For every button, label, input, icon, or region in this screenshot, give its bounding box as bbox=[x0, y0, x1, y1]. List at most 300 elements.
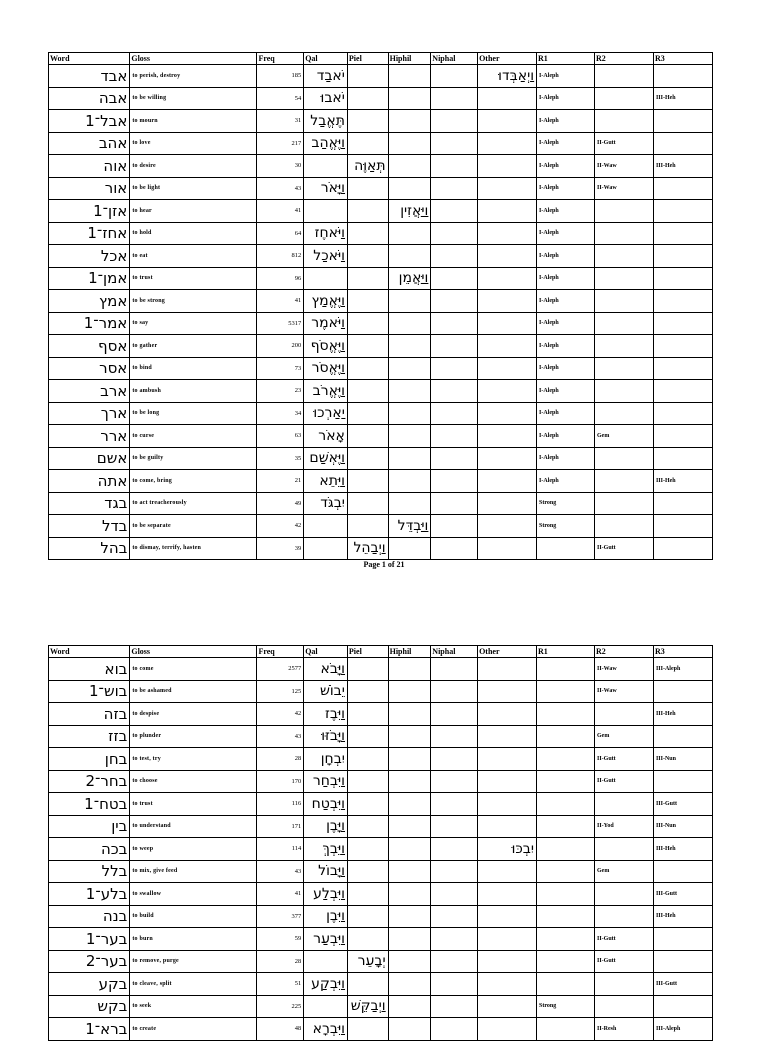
gloss-cell: to hear bbox=[130, 200, 257, 223]
other-cell bbox=[478, 245, 537, 268]
gloss-cell: to seek bbox=[130, 995, 257, 1018]
table-row bbox=[49, 703, 713, 726]
gloss-cell: to trust bbox=[130, 267, 257, 290]
qal-cell: וַיָּבֹזּוּ bbox=[304, 725, 348, 748]
r3-cell bbox=[653, 65, 712, 88]
qal-cell: וַיִּבְחַר bbox=[304, 770, 348, 793]
r1-cell bbox=[537, 770, 595, 793]
other-cell bbox=[478, 87, 537, 110]
other-cell bbox=[478, 703, 537, 726]
hiphil-cell bbox=[388, 950, 431, 973]
hiphil-cell bbox=[388, 860, 431, 883]
piel-cell bbox=[347, 515, 388, 538]
r1-cell: I-Aleph bbox=[537, 335, 595, 358]
other-cell: יִבְכּוּ bbox=[478, 838, 537, 861]
other-cell bbox=[478, 950, 537, 973]
qal-cell: וַיֹּאכַל bbox=[304, 245, 348, 268]
gloss-cell: to be long bbox=[130, 402, 257, 425]
other-cell bbox=[478, 658, 537, 681]
column-header-niphal: Niphal bbox=[431, 646, 478, 658]
table-row bbox=[49, 335, 713, 358]
word-cell: בכה bbox=[49, 838, 130, 861]
word-cell: אכל bbox=[49, 245, 130, 268]
niphal-cell bbox=[431, 87, 478, 110]
r1-cell: I-Aleph bbox=[537, 87, 595, 110]
table-row bbox=[49, 815, 713, 838]
niphal-cell bbox=[431, 928, 478, 951]
r2-cell bbox=[594, 905, 653, 928]
r2-cell bbox=[594, 200, 653, 223]
piel-cell bbox=[347, 222, 388, 245]
niphal-cell bbox=[431, 815, 478, 838]
gloss-cell: to remove, purge bbox=[130, 950, 257, 973]
gloss-cell: to come, bring bbox=[130, 470, 257, 493]
gloss-cell: to curse bbox=[130, 425, 257, 448]
table-row bbox=[49, 793, 713, 816]
r1-cell: I-Aleph bbox=[537, 402, 595, 425]
table-row bbox=[49, 680, 713, 703]
freq-cell: 41 bbox=[257, 883, 304, 906]
niphal-cell bbox=[431, 402, 478, 425]
freq-cell: 30 bbox=[257, 155, 304, 178]
r2-cell bbox=[594, 245, 653, 268]
word-cell: ארך bbox=[49, 402, 130, 425]
table-row bbox=[49, 658, 713, 681]
other-cell bbox=[478, 905, 537, 928]
r2-cell bbox=[594, 87, 653, 110]
r3-cell: III-Aleph bbox=[653, 1018, 712, 1041]
other-cell bbox=[478, 973, 537, 996]
table-row bbox=[49, 470, 713, 493]
piel-cell bbox=[347, 267, 388, 290]
gloss-cell: to come bbox=[130, 658, 257, 681]
word-cell: בין bbox=[49, 815, 130, 838]
hiphil-cell bbox=[388, 537, 431, 560]
r1-cell: I-Aleph bbox=[537, 245, 595, 268]
gloss-cell: to burn bbox=[130, 928, 257, 951]
word-cell: ארב bbox=[49, 380, 130, 403]
column-header-freq: Freq bbox=[257, 646, 304, 658]
qal-cell: תֶּאֱבַל bbox=[304, 110, 348, 133]
qal-cell: אָאֹר bbox=[304, 425, 348, 448]
qal-cell: וַיֹּאחֶז bbox=[304, 222, 348, 245]
other-cell bbox=[478, 537, 537, 560]
r1-cell: Strong bbox=[537, 515, 595, 538]
r1-cell: I-Aleph bbox=[537, 222, 595, 245]
freq-cell: 21 bbox=[257, 470, 304, 493]
r3-cell: III-Gutt bbox=[653, 973, 712, 996]
freq-cell: 42 bbox=[257, 515, 304, 538]
word-cell: אשם bbox=[49, 447, 130, 470]
table-row bbox=[49, 87, 713, 110]
niphal-cell bbox=[431, 703, 478, 726]
piel-cell bbox=[347, 312, 388, 335]
qal-cell: וַיֵּתֵא bbox=[304, 470, 348, 493]
table-row bbox=[49, 65, 713, 88]
qal-cell: וַיֹּאמֶר bbox=[304, 312, 348, 335]
word-cell: ברא־1 bbox=[49, 1018, 130, 1041]
r2-cell bbox=[594, 290, 653, 313]
hiphil-cell bbox=[388, 290, 431, 313]
niphal-cell bbox=[431, 905, 478, 928]
freq-cell: 43 bbox=[257, 860, 304, 883]
page-number-label: Page 1 of 21 bbox=[363, 560, 405, 569]
gloss-cell: to test, try bbox=[130, 748, 257, 771]
r2-cell: II-Resh bbox=[594, 1018, 653, 1041]
r1-cell: I-Aleph bbox=[537, 380, 595, 403]
qal-cell: וַיֶּאֱסֹף bbox=[304, 335, 348, 358]
gloss-cell: to ambush bbox=[130, 380, 257, 403]
gloss-cell: to act treacherously bbox=[130, 492, 257, 515]
word-cell: בחר־2 bbox=[49, 770, 130, 793]
niphal-cell bbox=[431, 335, 478, 358]
r3-cell bbox=[653, 860, 712, 883]
freq-cell: 171 bbox=[257, 815, 304, 838]
hiphil-cell bbox=[388, 380, 431, 403]
r1-cell: I-Aleph bbox=[537, 110, 595, 133]
freq-cell: 35 bbox=[257, 447, 304, 470]
r3-cell bbox=[653, 425, 712, 448]
r3-cell bbox=[653, 402, 712, 425]
table-row bbox=[49, 883, 713, 906]
piel-cell bbox=[347, 177, 388, 200]
niphal-cell bbox=[431, 995, 478, 1018]
freq-cell: 64 bbox=[257, 222, 304, 245]
word-cell: אמץ bbox=[49, 290, 130, 313]
r2-cell bbox=[594, 838, 653, 861]
table-row bbox=[49, 132, 713, 155]
word-cell: אוה bbox=[49, 155, 130, 178]
word-cell: בהל bbox=[49, 537, 130, 560]
r1-cell bbox=[537, 950, 595, 973]
other-cell: וַיְאַבְּדוּ bbox=[478, 65, 537, 88]
qal-cell: וַיִּבְקַע bbox=[304, 973, 348, 996]
hiphil-cell bbox=[388, 815, 431, 838]
word-cell: בחן bbox=[49, 748, 130, 771]
r1-cell: Strong bbox=[537, 492, 595, 515]
r2-cell: II-Gutt bbox=[594, 928, 653, 951]
r2-cell: II-Waw bbox=[594, 680, 653, 703]
other-cell bbox=[478, 748, 537, 771]
other-cell bbox=[478, 470, 537, 493]
r2-cell bbox=[594, 515, 653, 538]
freq-cell: 185 bbox=[257, 65, 304, 88]
piel-cell bbox=[347, 380, 388, 403]
gloss-cell: to be ashamed bbox=[130, 680, 257, 703]
niphal-cell bbox=[431, 312, 478, 335]
column-header-piel: Piel bbox=[347, 646, 388, 658]
niphal-cell bbox=[431, 1018, 478, 1041]
piel-cell bbox=[347, 838, 388, 861]
verb-table-page-2 bbox=[48, 645, 713, 1041]
niphal-cell bbox=[431, 492, 478, 515]
niphal-cell bbox=[431, 793, 478, 816]
niphal-cell bbox=[431, 515, 478, 538]
r1-cell: I-Aleph bbox=[537, 470, 595, 493]
piel-cell bbox=[347, 200, 388, 223]
niphal-cell bbox=[431, 770, 478, 793]
piel-cell bbox=[347, 703, 388, 726]
r2-cell bbox=[594, 973, 653, 996]
qal-cell: וַיֶּאֱמַץ bbox=[304, 290, 348, 313]
r2-cell bbox=[594, 793, 653, 816]
r2-cell: II-Gutt bbox=[594, 537, 653, 560]
table-row bbox=[49, 110, 713, 133]
r1-cell bbox=[537, 748, 595, 771]
r1-cell bbox=[537, 973, 595, 996]
other-cell bbox=[478, 1018, 537, 1041]
hiphil-cell bbox=[388, 425, 431, 448]
hiphil-cell: וַיַּאֲזִין bbox=[388, 200, 431, 223]
freq-cell: 39 bbox=[257, 537, 304, 560]
r3-cell: III-Heh bbox=[653, 838, 712, 861]
other-cell bbox=[478, 267, 537, 290]
r1-cell bbox=[537, 793, 595, 816]
piel-cell bbox=[347, 770, 388, 793]
table-row bbox=[49, 425, 713, 448]
word-cell: אמר־1 bbox=[49, 312, 130, 335]
r3-cell bbox=[653, 995, 712, 1018]
niphal-cell bbox=[431, 65, 478, 88]
table-row bbox=[49, 290, 713, 313]
r2-cell bbox=[594, 447, 653, 470]
r2-cell bbox=[594, 267, 653, 290]
r1-cell bbox=[537, 883, 595, 906]
table-row bbox=[49, 995, 713, 1018]
gloss-cell: to choose bbox=[130, 770, 257, 793]
hiphil-cell bbox=[388, 335, 431, 358]
freq-cell: 42 bbox=[257, 703, 304, 726]
other-cell bbox=[478, 380, 537, 403]
r1-cell: I-Aleph bbox=[537, 65, 595, 88]
other-cell bbox=[478, 177, 537, 200]
r1-cell: I-Aleph bbox=[537, 155, 595, 178]
piel-cell bbox=[347, 87, 388, 110]
gloss-cell: to weep bbox=[130, 838, 257, 861]
niphal-cell bbox=[431, 883, 478, 906]
gloss-cell: to be strong bbox=[130, 290, 257, 313]
gloss-cell: to eat bbox=[130, 245, 257, 268]
column-header-other: Other bbox=[478, 646, 537, 658]
piel-cell bbox=[347, 905, 388, 928]
piel-cell bbox=[347, 425, 388, 448]
table-row bbox=[49, 312, 713, 335]
r2-cell: II-Yod bbox=[594, 815, 653, 838]
piel-cell: יְבָעֵר bbox=[347, 950, 388, 973]
freq-cell: 116 bbox=[257, 793, 304, 816]
column-header-hiphil: Hiphil bbox=[388, 646, 431, 658]
column-header-hiphil: Hiphil bbox=[388, 53, 431, 65]
column-header-qal: Qal bbox=[304, 646, 348, 658]
gloss-cell: to say bbox=[130, 312, 257, 335]
r2-cell: II-Waw bbox=[594, 177, 653, 200]
niphal-cell bbox=[431, 425, 478, 448]
column-header-r1: R1 bbox=[537, 53, 595, 65]
table-row bbox=[49, 357, 713, 380]
table-row bbox=[49, 860, 713, 883]
word-cell: בוש־1 bbox=[49, 680, 130, 703]
niphal-cell bbox=[431, 267, 478, 290]
hiphil-cell bbox=[388, 402, 431, 425]
piel-cell bbox=[347, 973, 388, 996]
r2-cell bbox=[594, 380, 653, 403]
r1-cell: I-Aleph bbox=[537, 200, 595, 223]
column-header-r1: R1 bbox=[537, 646, 595, 658]
column-header-gloss: Gloss bbox=[130, 646, 257, 658]
gloss-cell: to desire bbox=[130, 155, 257, 178]
r1-cell bbox=[537, 860, 595, 883]
niphal-cell bbox=[431, 973, 478, 996]
table-row bbox=[49, 200, 713, 223]
r3-cell bbox=[653, 267, 712, 290]
table-row bbox=[49, 770, 713, 793]
r2-cell: Gem bbox=[594, 725, 653, 748]
other-cell bbox=[478, 312, 537, 335]
hiphil-cell bbox=[388, 928, 431, 951]
niphal-cell bbox=[431, 748, 478, 771]
hiphil-cell bbox=[388, 132, 431, 155]
qal-cell bbox=[304, 200, 348, 223]
r1-cell: I-Aleph bbox=[537, 312, 595, 335]
freq-cell: 34 bbox=[257, 402, 304, 425]
gloss-cell: to be separate bbox=[130, 515, 257, 538]
word-cell: אבל־1 bbox=[49, 110, 130, 133]
gloss-cell: to build bbox=[130, 905, 257, 928]
niphal-cell bbox=[431, 290, 478, 313]
freq-cell: 51 bbox=[257, 973, 304, 996]
freq-cell: 41 bbox=[257, 200, 304, 223]
other-cell bbox=[478, 680, 537, 703]
r1-cell bbox=[537, 928, 595, 951]
r3-cell: III-Gutt bbox=[653, 793, 712, 816]
r2-cell: II-Gutt bbox=[594, 748, 653, 771]
r3-cell bbox=[653, 950, 712, 973]
column-header-r3: R3 bbox=[653, 53, 712, 65]
gloss-cell: to bind bbox=[130, 357, 257, 380]
column-header-piel: Piel bbox=[347, 53, 388, 65]
gloss-cell: to be light bbox=[130, 177, 257, 200]
r3-cell bbox=[653, 537, 712, 560]
column-header-freq: Freq bbox=[257, 53, 304, 65]
r2-cell: II-Gutt bbox=[594, 132, 653, 155]
word-cell: בקע bbox=[49, 973, 130, 996]
hiphil-cell bbox=[388, 703, 431, 726]
hiphil-cell bbox=[388, 155, 431, 178]
r1-cell bbox=[537, 838, 595, 861]
freq-cell: 5317 bbox=[257, 312, 304, 335]
piel-cell: תְּאַוֶּה bbox=[347, 155, 388, 178]
freq-cell: 125 bbox=[257, 680, 304, 703]
piel-cell: וַיְבַקֵּשׁ bbox=[347, 995, 388, 1018]
piel-cell bbox=[347, 815, 388, 838]
word-cell: בוא bbox=[49, 658, 130, 681]
other-cell bbox=[478, 222, 537, 245]
hiphil-cell bbox=[388, 793, 431, 816]
freq-cell: 48 bbox=[257, 1018, 304, 1041]
word-cell: אור bbox=[49, 177, 130, 200]
other-cell bbox=[478, 425, 537, 448]
other-cell bbox=[478, 110, 537, 133]
freq-cell: 28 bbox=[257, 950, 304, 973]
r1-cell bbox=[537, 680, 595, 703]
header-row bbox=[49, 53, 713, 65]
qal-cell: וַיָּאֹר bbox=[304, 177, 348, 200]
gloss-cell: to mourn bbox=[130, 110, 257, 133]
other-cell bbox=[478, 815, 537, 838]
hiphil-cell bbox=[388, 447, 431, 470]
column-header-r2: R2 bbox=[594, 646, 653, 658]
table-row bbox=[49, 492, 713, 515]
qal-cell: וַיִּבְטַח bbox=[304, 793, 348, 816]
r2-cell: Gem bbox=[594, 425, 653, 448]
gloss-cell: to despise bbox=[130, 703, 257, 726]
r2-cell: II-Waw bbox=[594, 658, 653, 681]
hiphil-cell: וַיַּבְדֵּל bbox=[388, 515, 431, 538]
niphal-cell bbox=[431, 155, 478, 178]
r2-cell bbox=[594, 995, 653, 1018]
other-cell bbox=[478, 793, 537, 816]
r3-cell bbox=[653, 245, 712, 268]
piel-cell bbox=[347, 928, 388, 951]
gloss-cell: to plunder bbox=[130, 725, 257, 748]
word-cell: בלל bbox=[49, 860, 130, 883]
freq-cell: 2577 bbox=[257, 658, 304, 681]
piel-cell bbox=[347, 883, 388, 906]
column-header-qal: Qal bbox=[304, 53, 348, 65]
r3-cell bbox=[653, 222, 712, 245]
r3-cell: III-Heh bbox=[653, 470, 712, 493]
word-cell: אבד bbox=[49, 65, 130, 88]
hiphil-cell bbox=[388, 725, 431, 748]
freq-cell: 170 bbox=[257, 770, 304, 793]
niphal-cell bbox=[431, 200, 478, 223]
hiphil-cell bbox=[388, 222, 431, 245]
r2-cell bbox=[594, 110, 653, 133]
r2-cell: II-Waw bbox=[594, 155, 653, 178]
hiphil-cell bbox=[388, 658, 431, 681]
r2-cell bbox=[594, 357, 653, 380]
hiphil-cell bbox=[388, 245, 431, 268]
table-row bbox=[49, 950, 713, 973]
r3-cell bbox=[653, 447, 712, 470]
piel-cell bbox=[347, 793, 388, 816]
gloss-cell: to dismay, terrify, hasten bbox=[130, 537, 257, 560]
piel-cell bbox=[347, 65, 388, 88]
niphal-cell bbox=[431, 537, 478, 560]
table-row bbox=[49, 267, 713, 290]
word-cell: אמן־1 bbox=[49, 267, 130, 290]
qal-cell: וַיָּבֶן bbox=[304, 815, 348, 838]
word-cell: אזן־1 bbox=[49, 200, 130, 223]
qal-cell: וַיֵּבְךְּ bbox=[304, 838, 348, 861]
freq-cell: 54 bbox=[257, 87, 304, 110]
hiphil-cell bbox=[388, 748, 431, 771]
niphal-cell bbox=[431, 357, 478, 380]
r3-cell: III-Aleph bbox=[653, 658, 712, 681]
r3-cell: III-Heh bbox=[653, 703, 712, 726]
gloss-cell: to hold bbox=[130, 222, 257, 245]
qal-cell bbox=[304, 155, 348, 178]
niphal-cell bbox=[431, 447, 478, 470]
qal-cell: וַיִּבֶז bbox=[304, 703, 348, 726]
word-cell: בער־2 bbox=[49, 950, 130, 973]
r3-cell bbox=[653, 290, 712, 313]
table-row bbox=[49, 838, 713, 861]
table-row bbox=[49, 402, 713, 425]
freq-cell: 49 bbox=[257, 492, 304, 515]
other-cell bbox=[478, 357, 537, 380]
freq-cell: 63 bbox=[257, 425, 304, 448]
